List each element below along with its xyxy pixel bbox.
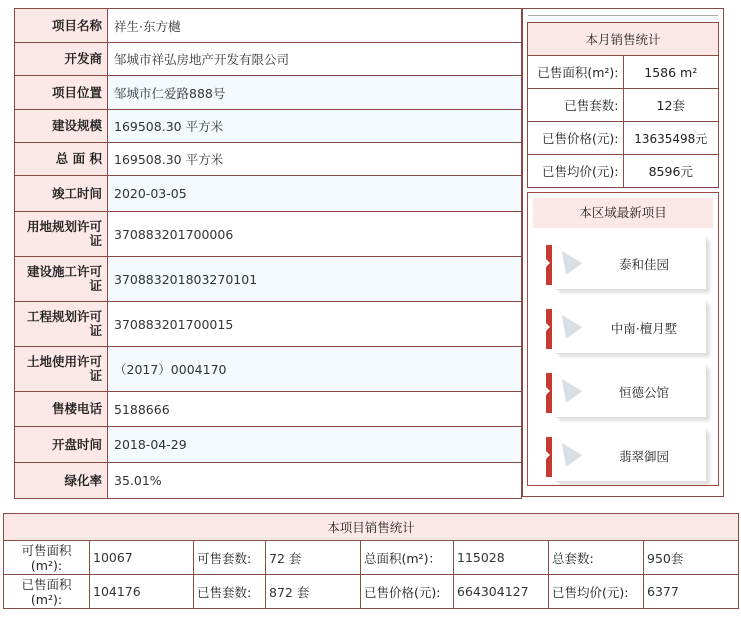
- info-value: 5188666: [108, 392, 522, 427]
- info-value: 169508.30 平方米: [108, 110, 522, 143]
- stat-value: 950套: [644, 541, 739, 575]
- info-row-location: [15, 76, 522, 110]
- project-info-table: [14, 8, 522, 499]
- red-tab-marker: [546, 309, 552, 349]
- stat-label: 已售均价(元):: [549, 575, 644, 609]
- project-sales-row-available: [4, 541, 739, 575]
- info-label: 开盘时间: [15, 427, 108, 463]
- info-label: 建设规模: [15, 110, 108, 143]
- info-value: 370883201803270101: [108, 257, 522, 302]
- red-tab-marker: [546, 373, 552, 413]
- red-tab-marker: [546, 245, 552, 285]
- info-row-sales-phone: [15, 392, 522, 427]
- region-project-link[interactable]: 翡翠御园: [618, 449, 669, 464]
- info-label: 建设施工许可证: [15, 257, 108, 302]
- info-value: 邹城市祥弘房地产开发有限公司: [108, 43, 522, 76]
- info-value: 邹城市仁爱路888号: [108, 76, 522, 110]
- info-row-engineering-permit: [15, 302, 522, 347]
- info-label: 绿化率: [15, 463, 108, 499]
- info-value: 2018-04-29: [108, 427, 522, 463]
- info-value: 370883201700015: [108, 302, 522, 347]
- info-value: 祥生·东方樾: [108, 9, 522, 43]
- region-project-link[interactable]: 中南·檀月墅: [610, 321, 678, 336]
- divider: [528, 15, 718, 16]
- region-project-card[interactable]: [546, 237, 712, 293]
- monthly-label: 已售面积(m²):: [528, 56, 624, 89]
- stat-value: 115028: [454, 541, 549, 575]
- region-project-link[interactable]: 恒德公馆: [618, 385, 669, 400]
- info-label: 土地使用许可证: [15, 347, 108, 392]
- monthly-label: 已售价格(元):: [528, 122, 624, 155]
- project-sales-table: [3, 513, 739, 609]
- info-row-completion: [15, 176, 522, 212]
- info-row-land-use-permit: [15, 347, 522, 392]
- info-row-opening-date: [15, 427, 522, 463]
- stat-label: 总套数:: [549, 541, 644, 575]
- region-project-card[interactable]: [546, 365, 712, 421]
- monthly-sales-title: 本月销售统计: [528, 23, 719, 56]
- monthly-value: 1586 m²: [623, 56, 719, 89]
- stat-value: 6377: [644, 575, 739, 609]
- info-value: 35.01%: [108, 463, 522, 499]
- stat-label: 已售面积(m²):: [4, 575, 90, 609]
- monthly-value: 8596元: [623, 155, 719, 188]
- monthly-row-sold-price: [528, 122, 719, 155]
- stat-label: 总面积(m²)：: [361, 541, 454, 575]
- monthly-label: 已售套数:: [528, 89, 624, 122]
- stat-value: 72 套: [266, 541, 361, 575]
- info-label: 用地规划许可证: [15, 212, 108, 257]
- monthly-value: 12套: [623, 89, 719, 122]
- info-row-developer: [15, 43, 522, 76]
- stat-value: 872 套: [266, 575, 361, 609]
- info-row-name: [15, 9, 522, 43]
- region-projects-panel: [527, 192, 719, 486]
- monthly-value: 13635498元: [623, 122, 719, 155]
- stat-label: 已售套数:: [194, 575, 266, 609]
- info-row-total-area: [15, 143, 522, 176]
- info-label: 项目名称: [15, 9, 108, 43]
- stat-value: 104176: [90, 575, 194, 609]
- info-label: 工程规划许可证: [15, 302, 108, 347]
- region-projects-title: 本区域最新项目: [533, 198, 713, 228]
- stat-label: 可售套数:: [194, 541, 266, 575]
- info-label: 项目位置: [15, 76, 108, 110]
- monthly-row-sold-units: [528, 89, 719, 122]
- stat-value: 664304127: [454, 575, 549, 609]
- region-project-card[interactable]: [546, 429, 712, 485]
- monthly-sales-table: [527, 22, 719, 188]
- info-row-scale: [15, 110, 522, 143]
- info-row-green-rate: [15, 463, 522, 499]
- monthly-row-avg-price: [528, 155, 719, 188]
- sidebar-panel: [522, 8, 724, 497]
- info-row-land-planning-permit: [15, 212, 522, 257]
- stat-label: 可售面积(m²):: [4, 541, 90, 575]
- info-label: 竣工时间: [15, 176, 108, 212]
- info-value: 370883201700006: [108, 212, 522, 257]
- stat-label: 已售价格(元):: [361, 575, 454, 609]
- project-sales-title: 本项目销售统计: [4, 514, 739, 541]
- info-label: 开发商: [15, 43, 108, 76]
- region-project-card[interactable]: [546, 301, 712, 357]
- info-label: 总 面 积: [15, 143, 108, 176]
- red-tab-marker: [546, 437, 552, 477]
- region-project-link[interactable]: 泰和佳园: [618, 257, 669, 272]
- project-sales-row-sold: [4, 575, 739, 609]
- monthly-label: 已售均价(元):: [528, 155, 624, 188]
- monthly-row-sold-area: [528, 56, 719, 89]
- info-value: 169508.30 平方米: [108, 143, 522, 176]
- info-label: 售楼电话: [15, 392, 108, 427]
- info-value: （2017）0004170: [108, 347, 522, 392]
- info-row-construction-permit: [15, 257, 522, 302]
- info-value: 2020-03-05: [108, 176, 522, 212]
- stat-value: 10067: [90, 541, 194, 575]
